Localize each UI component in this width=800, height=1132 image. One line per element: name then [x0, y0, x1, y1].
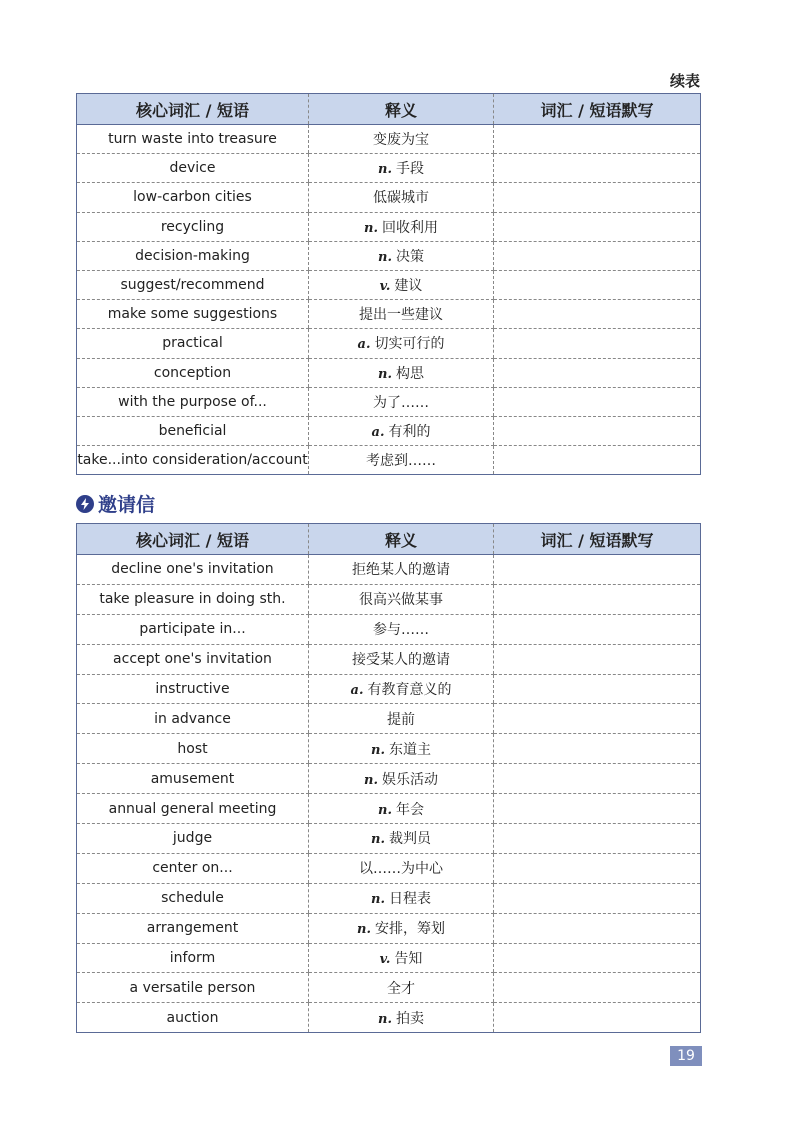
table-row	[77, 584, 701, 614]
meaning-text: 提出一些建议	[359, 307, 443, 324]
term-cell: auction	[166, 1009, 219, 1026]
meaning-cell	[309, 555, 494, 585]
meaning-text: 有教育意义的	[367, 682, 452, 698]
meaning-text: 年会	[395, 801, 424, 818]
term-cell: arrangement	[77, 913, 309, 943]
table-row	[77, 674, 701, 704]
dictation-cell[interactable]	[494, 973, 701, 1003]
dictation-cell[interactable]	[494, 300, 701, 329]
header-core-words: 核心词汇 / 短语	[77, 94, 309, 125]
table-row	[77, 1003, 701, 1033]
table-header-row	[77, 524, 701, 555]
term-cell: take pleasure in doing sth.	[77, 584, 309, 614]
section-title-invitation-letter	[76, 490, 155, 517]
header-dictation: 词汇 / 短语默写	[494, 94, 701, 125]
table-row	[77, 644, 701, 674]
table-row	[77, 764, 701, 794]
meaning-text: 手段	[395, 161, 424, 178]
table-row	[77, 300, 701, 329]
table-row	[77, 125, 701, 154]
meaning-text: 为了……	[373, 394, 429, 411]
term-cell: suggest/recommend	[77, 270, 309, 299]
term-cell: annual general meeting	[77, 794, 309, 824]
meaning-cell	[309, 913, 494, 943]
meaning-text: 娱乐活动	[381, 771, 438, 788]
meaning-cell	[309, 764, 494, 794]
term-cell: turn waste into treasure	[77, 125, 309, 154]
meaning-cell	[309, 614, 494, 644]
section-title-text: 邀请信	[98, 494, 156, 516]
meaning-text: 拍卖	[395, 1010, 424, 1027]
meaning-cell	[309, 644, 494, 674]
continued-label: 续表	[669, 72, 700, 90]
table-row	[77, 387, 701, 416]
table-row	[77, 416, 701, 445]
dictation-cell[interactable]	[494, 154, 701, 183]
dictation-cell[interactable]	[494, 358, 701, 387]
table-row	[77, 734, 701, 764]
term-cell: decision-making	[77, 241, 309, 270]
meaning-cell	[309, 270, 494, 299]
meaning-cell	[309, 183, 494, 212]
part-of-speech: n.	[378, 1011, 392, 1027]
term-cell: instructive	[77, 674, 309, 704]
dictation-cell[interactable]	[494, 446, 701, 475]
meaning-text: 以……为中心	[359, 861, 443, 878]
table-row	[77, 154, 701, 183]
term-cell: device	[77, 154, 309, 183]
dictation-cell[interactable]	[494, 183, 701, 212]
dictation-cell[interactable]	[494, 794, 701, 824]
part-of-speech: n.	[371, 832, 385, 848]
table-row	[77, 270, 701, 299]
page-number: 19	[670, 1046, 702, 1066]
table-row	[77, 883, 701, 913]
term-cell: in advance	[77, 704, 309, 734]
dictation-cell[interactable]	[494, 387, 701, 416]
header-meaning: 释义	[309, 94, 494, 125]
term-cell: judge	[77, 824, 309, 854]
table-row	[77, 329, 701, 358]
part-of-speech: a.	[371, 424, 385, 440]
dictation-cell[interactable]	[494, 241, 701, 270]
part-of-speech: a.	[357, 337, 371, 353]
part-of-speech: n.	[371, 892, 385, 908]
meaning-cell	[309, 704, 494, 734]
term-cell: beneficial	[77, 416, 309, 445]
meaning-cell	[309, 125, 494, 154]
dictation-cell[interactable]	[494, 853, 701, 883]
meaning-cell	[309, 241, 494, 270]
meaning-text: 构思	[395, 365, 424, 382]
table-row	[77, 614, 701, 644]
dictation-cell[interactable]	[494, 704, 701, 734]
meaning-text: 切实可行的	[374, 336, 445, 353]
table-row	[77, 446, 701, 475]
part-of-speech: n.	[364, 220, 378, 236]
meaning-cell	[309, 329, 494, 358]
dictation-cell[interactable]	[494, 584, 701, 614]
meaning-cell	[309, 943, 494, 973]
meaning-cell	[309, 416, 494, 445]
term-cell: participate in...	[77, 614, 309, 644]
meaning-text: 回收利用	[381, 219, 438, 236]
table-row	[77, 853, 701, 883]
term-cell: make some suggestions	[77, 300, 309, 329]
meaning-text: 接受某人的邀请	[352, 652, 450, 669]
part-of-speech: v.	[379, 279, 391, 295]
table-header-row	[77, 94, 701, 125]
table-row	[77, 241, 701, 270]
term-cell: take...into consideration/account	[77, 452, 308, 469]
dictation-cell[interactable]	[494, 125, 701, 154]
meaning-cell	[309, 387, 494, 416]
dictation-cell[interactable]	[494, 416, 701, 445]
dictation-cell[interactable]	[494, 883, 701, 913]
part-of-speech: v.	[379, 952, 391, 968]
term-cell: with the purpose of...	[77, 387, 309, 416]
vocab-table-1	[76, 93, 701, 475]
meaning-cell	[309, 300, 494, 329]
meaning-text: 有利的	[388, 423, 431, 440]
term-cell: accept one's invitation	[77, 644, 309, 674]
dictation-cell[interactable]	[494, 764, 701, 794]
meaning-text: 考虑到……	[366, 453, 436, 470]
dictation-cell[interactable]	[494, 329, 701, 358]
meaning-text: 全才	[387, 980, 415, 997]
part-of-speech: n.	[378, 802, 392, 818]
dictation-cell[interactable]	[494, 270, 701, 299]
term-cell: center on...	[77, 853, 309, 883]
meaning-cell	[309, 154, 494, 183]
lightning-bolt-icon	[76, 495, 94, 513]
term-cell: host	[77, 734, 309, 764]
meaning-text: 变废为宝	[373, 132, 429, 149]
meaning-cell	[309, 446, 494, 475]
vocab-table-2	[76, 523, 701, 1033]
part-of-speech: n.	[378, 366, 392, 382]
meaning-cell	[309, 883, 494, 913]
dictation-cell[interactable]	[494, 555, 701, 585]
meaning-text: 参与……	[373, 622, 429, 639]
table-row	[77, 358, 701, 387]
dictation-cell[interactable]	[494, 913, 701, 943]
term-cell: decline one's invitation	[77, 555, 309, 585]
meaning-text: 提前	[387, 711, 415, 728]
dictation-cell[interactable]	[494, 644, 701, 674]
part-of-speech: n.	[378, 249, 392, 265]
meaning-cell	[309, 853, 494, 883]
term-cell: a versatile person	[77, 973, 309, 1003]
meaning-cell	[309, 794, 494, 824]
header-core-words: 核心词汇 / 短语	[77, 524, 309, 555]
meaning-text: 日程表	[388, 891, 431, 908]
meaning-cell	[309, 358, 494, 387]
meaning-text: 很高兴做某事	[359, 592, 443, 609]
dictation-cell[interactable]	[494, 1003, 701, 1033]
meaning-text: 拒绝某人的邀请	[352, 562, 450, 579]
part-of-speech: a.	[350, 683, 364, 698]
meaning-cell	[309, 824, 494, 854]
part-of-speech: n.	[357, 922, 371, 938]
part-of-speech: n.	[371, 742, 385, 758]
table-row	[77, 183, 701, 212]
table-row	[77, 943, 701, 973]
term-cell: conception	[77, 358, 309, 387]
table-row	[77, 212, 701, 241]
meaning-text: 决策	[395, 248, 424, 265]
table-row	[77, 704, 701, 734]
meaning-text: 建议	[394, 278, 423, 295]
dictation-cell[interactable]	[494, 943, 701, 973]
dictation-cell[interactable]	[494, 824, 701, 854]
term-cell: low-carbon cities	[77, 183, 309, 212]
table-row	[77, 824, 701, 854]
dictation-cell[interactable]	[494, 734, 701, 764]
table-row	[77, 555, 701, 585]
dictation-cell[interactable]	[494, 674, 701, 704]
term-cell: inform	[77, 943, 309, 973]
dictation-cell[interactable]	[494, 212, 701, 241]
term-cell: schedule	[77, 883, 309, 913]
meaning-text: 东道主	[388, 741, 431, 758]
meaning-text: 低碳城市	[373, 190, 429, 207]
meaning-cell	[309, 674, 494, 704]
meaning-cell	[309, 212, 494, 241]
header-meaning: 释义	[309, 524, 494, 555]
term-cell: practical	[77, 329, 309, 358]
term-cell: recycling	[77, 212, 309, 241]
table-row	[77, 973, 701, 1003]
meaning-text: 安排，筹划	[374, 921, 445, 938]
header-dictation: 词汇 / 短语默写	[494, 524, 701, 555]
dictation-cell[interactable]	[494, 614, 701, 644]
meaning-text: 裁判员	[388, 831, 431, 848]
meaning-text: 告知	[394, 951, 423, 968]
meaning-cell	[309, 584, 494, 614]
table-row	[77, 913, 701, 943]
meaning-cell	[309, 973, 494, 1003]
term-cell: amusement	[77, 764, 309, 794]
meaning-cell	[309, 1003, 494, 1033]
meaning-cell	[309, 734, 494, 764]
part-of-speech: n.	[378, 162, 392, 178]
table-row	[77, 794, 701, 824]
part-of-speech: n.	[364, 772, 378, 788]
